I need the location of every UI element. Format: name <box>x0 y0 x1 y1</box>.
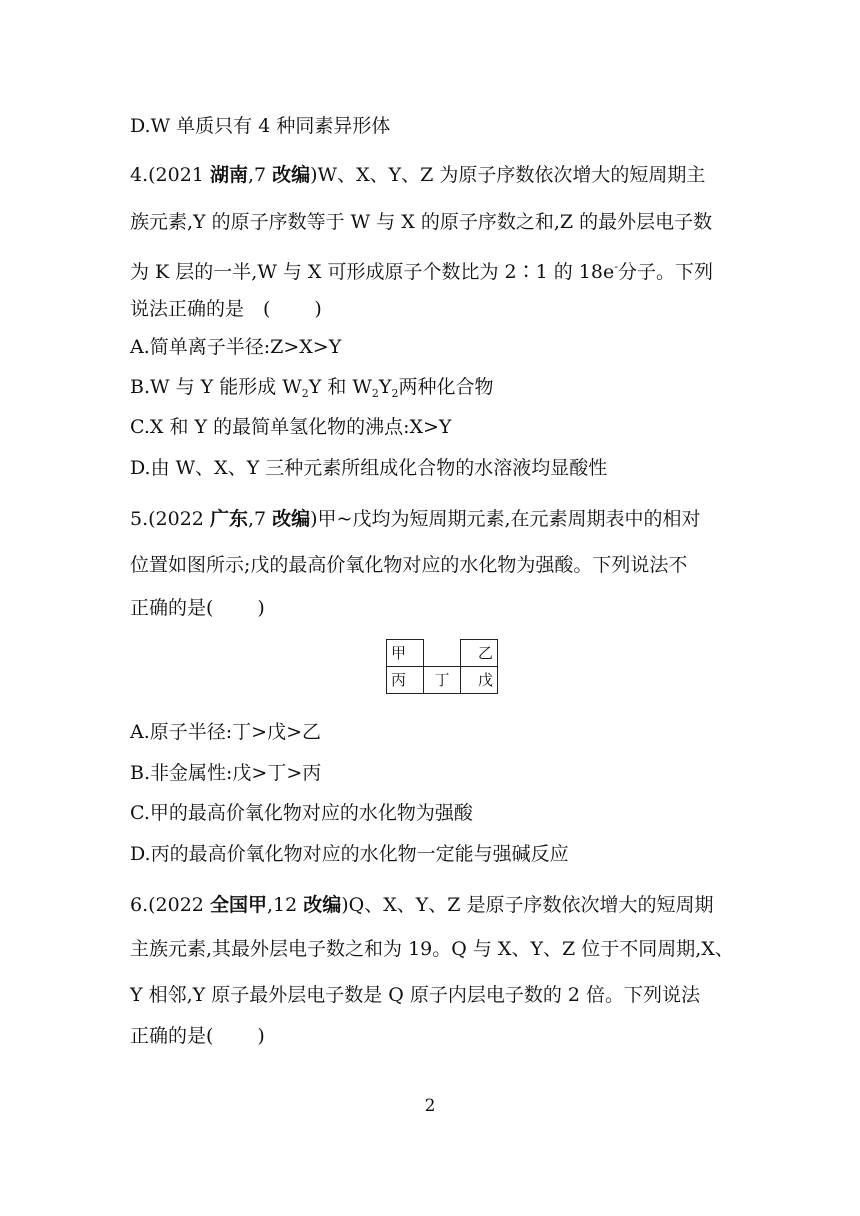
q4-prompt-close: ) <box>314 298 322 320</box>
element-position-table <box>386 639 498 694</box>
q4-subscript-1: 2 <box>301 387 309 400</box>
q4-stem-line-2: 族元素,Y 的原子序数等于 W 与 X 的原子序数之和,Z 的最外层电子数 <box>130 211 713 233</box>
q6-stem-line-2: 主族元素,其最外层电子数之和为 19。Q 与 X、Y、Z 位于不同周期,X、 <box>130 938 734 960</box>
q4-option-c: C.X 和 Y 的最简单氢化物的沸点:X>Y <box>130 416 452 438</box>
table-cell-ding: 丁 <box>424 667 461 694</box>
q5-source-tail: ,7 <box>247 508 273 530</box>
table-cell-jia: 甲 <box>387 640 424 667</box>
q4-option-b-text-3: Y <box>378 376 392 398</box>
q4-prompt: 说法正确的是 ( <box>130 298 271 320</box>
q4-source: 湖南 <box>209 164 248 186</box>
periodic-table-fragment <box>386 639 498 694</box>
q5-stem-line-3 <box>130 596 265 620</box>
q4-stem-line-4 <box>130 297 322 321</box>
q5-option-b: B.非金属性:戊>丁>丙 <box>130 762 322 784</box>
q5-option-c: C.甲的最高价氧化物对应的水化物为强酸 <box>130 802 473 824</box>
q5-prompt: 正确的是( <box>130 597 214 619</box>
q6-stem-line-3: Y 相邻,Y 原子最外层电子数是 Q 原子内层电子数的 2 倍。下列说法 <box>130 984 701 1006</box>
q6-stem-line-4 <box>130 1024 265 1048</box>
q4-stem-line-3-text: 为 K 层的一半,W 与 X 可形成原子个数比为 2∶1 的 18e <box>130 261 615 283</box>
q6-stem-text: )Q、X、Y、Z 是原子序数依次增大的短周期 <box>341 894 714 916</box>
q4-stem-line-3 <box>130 255 713 284</box>
q5-stem-line-2: 位置如图所示;戊的最高价氧化物对应的水化物为强酸。下列说法不 <box>130 554 688 576</box>
q4-option-b-text-1: B.W 与 Y 能形成 W <box>130 376 302 398</box>
table-cell-wu: 戊 <box>461 667 498 694</box>
table-row <box>387 667 498 694</box>
q5-edit-tag: 改编 <box>272 508 311 530</box>
q4-source-tail: ,7 <box>247 164 273 186</box>
q4-option-b-text-2: Y 和 W <box>308 376 372 398</box>
q4-stem-text: )W、X、Y、Z 为原子序数依次增大的短周期主 <box>310 164 706 186</box>
q6-stem-line-1 <box>130 893 714 917</box>
q5-prompt-close: ) <box>257 597 265 619</box>
q4-option-b-text-4: 两种化合物 <box>398 376 494 398</box>
q4-subscript-2: 2 <box>371 387 379 400</box>
q4-number: 4.(2021 <box>130 164 210 186</box>
q6-prompt: 正确的是( <box>130 1025 214 1047</box>
q6-source: 全国甲 <box>209 894 267 916</box>
q4-subscript-3: 2 <box>391 387 399 400</box>
table-cell-empty <box>424 640 461 667</box>
q4-electron-superscript: - <box>614 260 618 273</box>
table-row <box>387 640 498 667</box>
q4-edit-tag: 改编 <box>272 164 311 186</box>
q6-edit-tag: 改编 <box>303 894 342 916</box>
q5-number: 5.(2022 <box>130 508 210 530</box>
q4-stem-line-1 <box>130 163 705 187</box>
q4-option-d: D.由 W、X、Y 三种元素所组成化合物的水溶液均显酸性 <box>130 457 608 479</box>
table-cell-yi: 乙 <box>461 640 498 667</box>
q5-option-a: A.原子半径:丁>戊>乙 <box>130 721 322 743</box>
q4-option-a: A.简单离子半径:Z>X>Y <box>130 336 342 358</box>
q5-option-d: D.丙的最高价氧化物对应的水化物一定能与强碱反应 <box>130 843 569 865</box>
q6-number: 6.(2022 <box>130 894 210 916</box>
q5-source: 广东 <box>209 508 248 530</box>
q4-stem-line-3-tail: 分子。下列 <box>617 261 713 283</box>
page-number: 2 <box>424 1096 436 1116</box>
q6-prompt-close: ) <box>257 1025 265 1047</box>
q5-stem-text: )甲~戊均为短周期元素,在元素周期表中的相对 <box>310 508 701 530</box>
table-cell-bing: 丙 <box>387 667 424 694</box>
q3-option-d: D.W 单质只有 4 种同素异形体 <box>130 115 391 137</box>
q6-source-tail: ,12 <box>266 894 304 916</box>
q5-stem-line-1 <box>130 507 701 531</box>
q4-option-b <box>130 375 493 406</box>
